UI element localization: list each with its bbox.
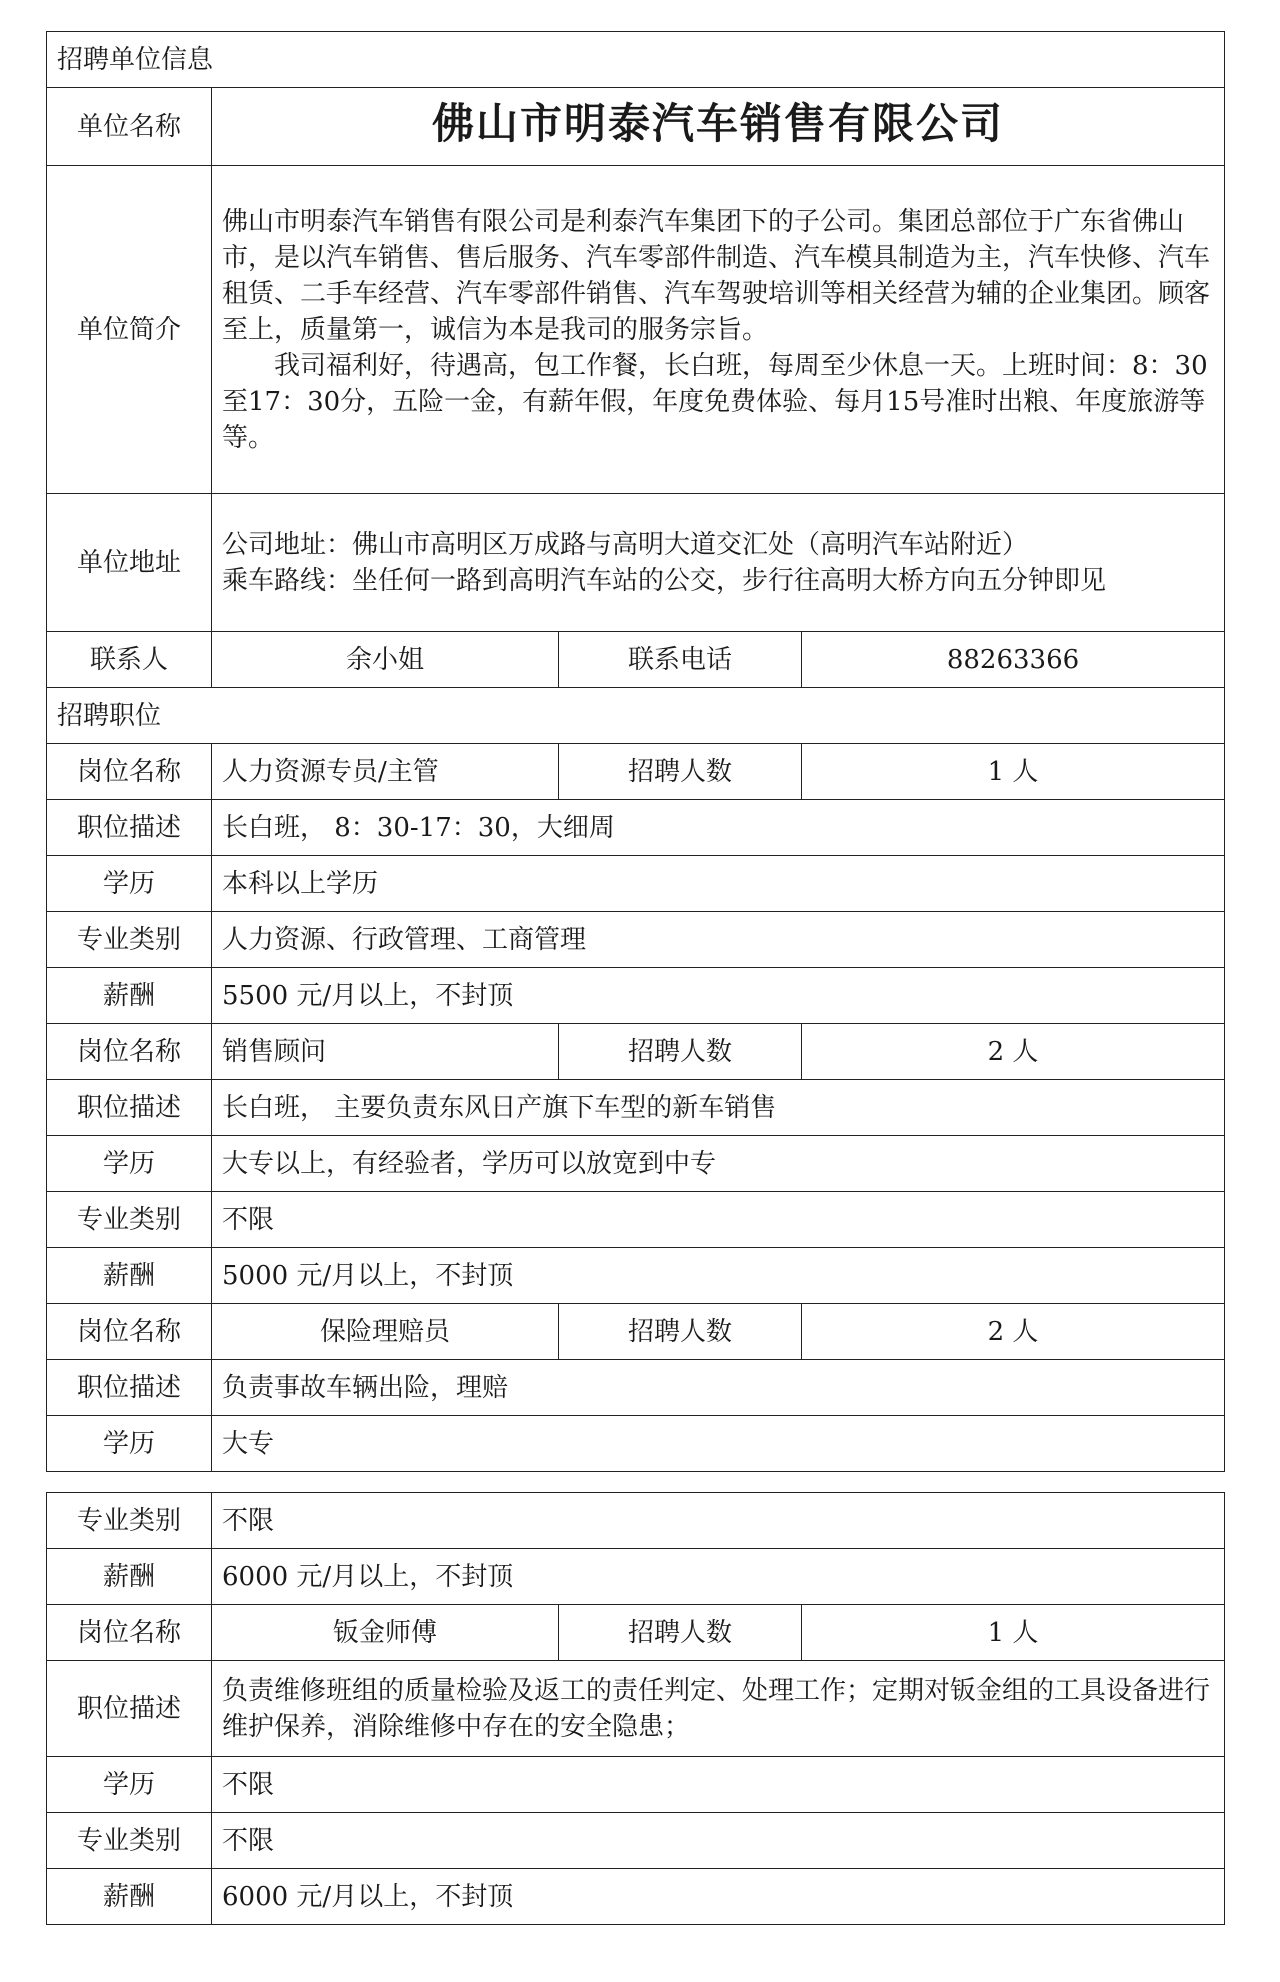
job-salary: 6000 元/月以上，不封顶 bbox=[212, 1869, 1225, 1925]
job-name: 钣金师傅 bbox=[212, 1605, 559, 1661]
section-jobs-header: 招聘职位 bbox=[47, 688, 1225, 744]
major-label: 专业类别 bbox=[47, 1493, 212, 1549]
job-desc: 长白班， 主要负责东风日产旗下车型的新车销售 bbox=[212, 1080, 1225, 1136]
job-major: 人力资源、行政管理、工商管理 bbox=[212, 912, 1225, 968]
company-address-line: 公司地址：佛山市高明区万成路与高明大道交汇处（高明汽车站附近） bbox=[222, 529, 1029, 560]
job-name-label: 岗位名称 bbox=[47, 1024, 212, 1080]
company-intro-paragraph-2: 我司福利好，待遇高，包工作餐，长白班，每周至少休息一天。上班时间：8：30至17：30分，五险一金，有薪年假，年度免费体验、每月15号准时出粮、年度旅游等等。 bbox=[222, 350, 1208, 453]
company-intro bbox=[212, 166, 1225, 494]
job-desc-label: 职位描述 bbox=[47, 1360, 212, 1416]
recruitment-table-part1 bbox=[46, 31, 1225, 1472]
job-name-label: 岗位名称 bbox=[47, 1304, 212, 1360]
section-company-info-header: 招聘单位信息 bbox=[47, 32, 1225, 88]
education-label: 学历 bbox=[47, 1757, 212, 1813]
company-name-label: 单位名称 bbox=[47, 88, 212, 166]
job-name: 人力资源专员/主管 bbox=[212, 744, 559, 800]
salary-label: 薪酬 bbox=[47, 968, 212, 1024]
job-headcount: 2 人 bbox=[802, 1304, 1225, 1360]
job-desc-label: 职位描述 bbox=[47, 1080, 212, 1136]
major-label: 专业类别 bbox=[47, 912, 212, 968]
job-education: 不限 bbox=[212, 1757, 1225, 1813]
major-label: 专业类别 bbox=[47, 1192, 212, 1248]
job-name-label: 岗位名称 bbox=[47, 744, 212, 800]
education-label: 学历 bbox=[47, 856, 212, 912]
job-education: 大专以上，有经验者，学历可以放宽到中专 bbox=[212, 1136, 1225, 1192]
job-salary: 6000 元/月以上，不封顶 bbox=[212, 1549, 1225, 1605]
company-name-cell bbox=[212, 88, 1225, 166]
job-desc: 负责维修班组的质量检验及返工的责任判定、处理工作；定期对钣金组的工具设备进行维护保养，消除维修中存在的安全隐患； bbox=[212, 1661, 1225, 1757]
job-desc-label: 职位描述 bbox=[47, 1661, 212, 1757]
job-desc: 负责事故车辆出险，理赔 bbox=[212, 1360, 1225, 1416]
job-desc: 长白班， 8：30-17：30，大细周 bbox=[212, 800, 1225, 856]
company-name: 佛山市明泰汽车销售有限公司 bbox=[432, 98, 1005, 148]
contact-person: 余小姐 bbox=[212, 632, 559, 688]
company-address bbox=[212, 494, 1225, 632]
contact-person-label: 联系人 bbox=[47, 632, 212, 688]
job-headcount: 1 人 bbox=[802, 744, 1225, 800]
job-major: 不限 bbox=[212, 1493, 1225, 1549]
headcount-label: 招聘人数 bbox=[559, 1304, 802, 1360]
education-label: 学历 bbox=[47, 1136, 212, 1192]
job-salary: 5000 元/月以上，不封顶 bbox=[212, 1248, 1225, 1304]
headcount-label: 招聘人数 bbox=[559, 1024, 802, 1080]
recruitment-table-part2 bbox=[46, 1492, 1225, 1925]
headcount-label: 招聘人数 bbox=[559, 1605, 802, 1661]
salary-label: 薪酬 bbox=[47, 1248, 212, 1304]
transit-route-line: 乘车路线：坐任何一路到高明汽车站的公交，步行往高明大桥方向五分钟即见 bbox=[222, 565, 1107, 596]
salary-label: 薪酬 bbox=[47, 1869, 212, 1925]
headcount-label: 招聘人数 bbox=[559, 744, 802, 800]
job-name: 销售顾问 bbox=[212, 1024, 559, 1080]
job-headcount: 2 人 bbox=[802, 1024, 1225, 1080]
salary-label: 薪酬 bbox=[47, 1549, 212, 1605]
job-name-label: 岗位名称 bbox=[47, 1605, 212, 1661]
contact-phone: 88263366 bbox=[802, 632, 1225, 688]
major-label: 专业类别 bbox=[47, 1813, 212, 1869]
job-major: 不限 bbox=[212, 1192, 1225, 1248]
job-desc-label: 职位描述 bbox=[47, 800, 212, 856]
company-address-label: 单位地址 bbox=[47, 494, 212, 632]
job-salary: 5500 元/月以上，不封顶 bbox=[212, 968, 1225, 1024]
job-name: 保险理赔员 bbox=[212, 1304, 559, 1360]
job-education: 大专 bbox=[212, 1416, 1225, 1472]
education-label: 学历 bbox=[47, 1416, 212, 1472]
job-major: 不限 bbox=[212, 1813, 1225, 1869]
job-education: 本科以上学历 bbox=[212, 856, 1225, 912]
job-headcount: 1 人 bbox=[802, 1605, 1225, 1661]
company-intro-label: 单位简介 bbox=[47, 166, 212, 494]
contact-phone-label: 联系电话 bbox=[559, 632, 802, 688]
company-intro-paragraph-1: 佛山市明泰汽车销售有限公司是利泰汽车集团下的子公司。集团总部位于广东省佛山市，是以汽车销售、售后服务、汽车零部件制造、汽车模具制造为主，汽车快修、汽车租赁、二手车经营、汽车零部件销售、汽车驾驶培训等相关经营为辅的企业集团。顾客至上，质量第一，诚信为本是我司的服务宗旨。 bbox=[222, 206, 1211, 345]
